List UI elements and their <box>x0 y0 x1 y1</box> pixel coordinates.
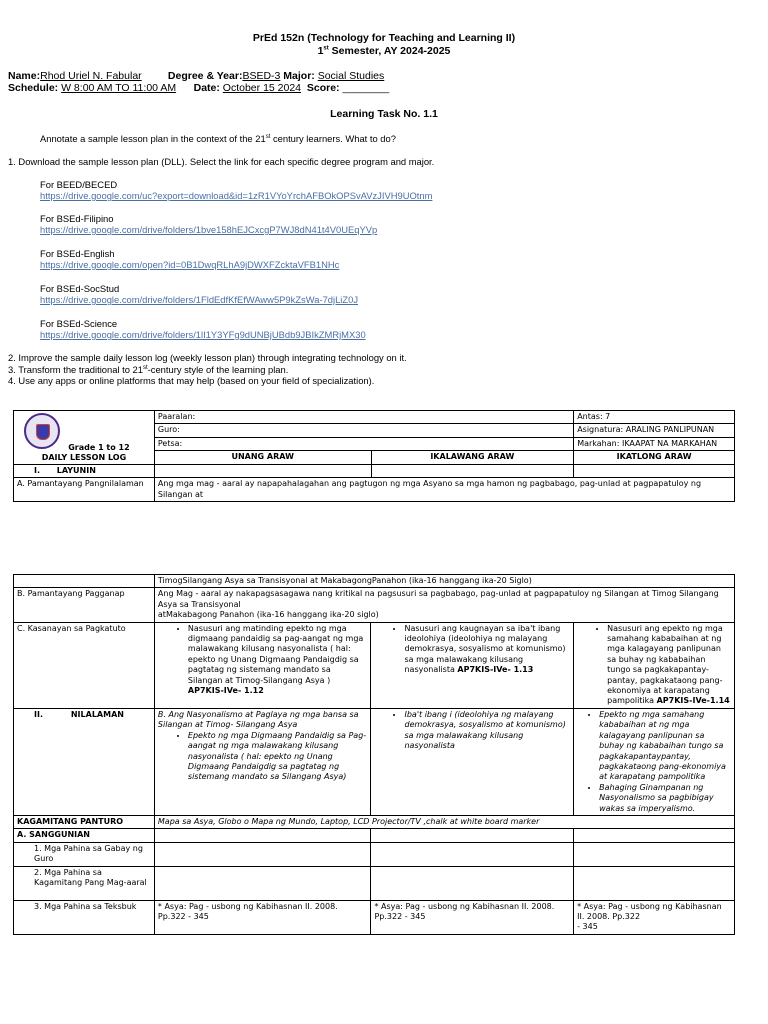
dll-table-body <box>13 574 735 935</box>
kasanayan-day3: • Nasusuri ang epekto ng mga samahang kababaihan at ng mga kalagayang panlipunan sa buhay ng kababaihan tungo sa pagkakapantay-pantay, pagkakataong pang-ekonomiya at karapatang pampolitika AP7KIS-IVe-1.14 <box>574 622 735 708</box>
guro-field: Guro: <box>154 424 573 437</box>
link-socstud[interactable]: https://drive.google.com/drive/folders/1FldEdfKfEfWAww5P9kZsWa-7djLiZ0J <box>40 294 359 305</box>
schedule: W 8:00 AM TO 11:00 AM <box>61 82 177 94</box>
sanggunian-teksbuk: 3. Mga Pahina sa Teksbuk <box>14 900 155 934</box>
teksbuk-day2: * Asya: Pag - usbong ng Kabihasnan II. 2008. Pp.322 - 345 <box>371 900 574 934</box>
link-english[interactable]: https://drive.google.com/open?id=0B1DwqRLhA9jDWXFZcktaVFB1NHc <box>40 259 340 270</box>
antas-field: Antas: 7 <box>574 411 735 424</box>
pangnilalaman-continued: TimogSilangang Asya sa Transisyonal at MakabagongPanahon (ika-16 hanggang ika-20 Siglo) <box>154 575 734 588</box>
link-block-science: For BSEd-Science https://drive.google.com/drive/folders/1lI1Y3YFg9dUNBjUBdb9JBIkZMRjMX30 <box>40 318 366 340</box>
link-filipino[interactable]: https://drive.google.com/drive/folders/1bve158hEJCxcgP7WJ8dN41t4V0UEqYVp <box>40 224 378 235</box>
asignatura-field: Asignatura: ARALING PANLIPUNAN <box>574 424 735 437</box>
semester-line: 1st Semester, AY 2024-2025 <box>317 45 451 57</box>
paaralan-field: Paaralan: <box>154 411 573 424</box>
score: ________ <box>342 82 390 94</box>
student-name: Rhod Uriel N. Fabular <box>40 70 142 82</box>
sanggunian-gabay: 1. Mga Pahina sa Gabay ng Guro <box>14 842 155 866</box>
step-3: 3. Transform the traditional to 21st-century style of the learning plan. <box>8 363 289 375</box>
degree-year: BSED-3 <box>242 70 281 82</box>
dll-table-header <box>13 410 735 502</box>
nilalaman-header: II. NILALAMAN <box>14 708 155 815</box>
deped-seal-logo <box>24 413 60 449</box>
teksbuk-day1: * Asya: Pag - usbong ng Kabihasnan II. 2008. Pp.322 - 345 <box>154 900 371 934</box>
pagganap-text: Ang Mag - aaral ay nakapagsasagawa nang kritikal na pagsusuri sa pagbabago, pag-unlad at pagpapatuloy ng Silangan at Timog Silangang Asya sa Transisyonal atMakabagong Panahon (ika-16 hanggang ika-20 siglo) <box>154 588 734 622</box>
link-block-socstud: For BSEd-SocStud https://drive.google.com/drive/folders/1FldEdfKfEfWAww5P9kZsWa-7djLiZ0J <box>40 283 359 305</box>
step-1: 1. Download the sample lesson plan (DLL). Select the link for each specific degree program and major. <box>8 156 435 167</box>
link-block-beed: For BEED/BECED https://drive.google.com/uc?export=download&id=1zR1VYoYrchAFBOkOPSvAVzJIVH9UOtnm <box>40 179 433 201</box>
pangnilalaman-label: A. Pamantayang Pangnilalaman <box>14 478 155 502</box>
link-beed[interactable]: https://drive.google.com/uc?export=download&id=1zR1VYoYrchAFBOkOPSvAVzJIVH9UOtnm <box>40 190 433 201</box>
student-info-line-2: Schedule: W 8:00 AM TO 11:00 AM Date: October 15 2024 Score: ________ <box>8 82 390 94</box>
link-block-english: For BSEd-English https://drive.google.com/open?id=0B1DwqRLhA9jDWXFZcktaVFB1NHc <box>40 248 340 270</box>
nilalaman-day1: B. Ang Nasyonalismo at Paglaya ng mga bansa sa Silangan at Timog- Silangang Asya • Epekto ng mga Digmaang Pandaidig sa Pag-aangat ng mga malawakang kilusang nasyonalista ( hal: epekto ng Unang Digmaang Pandaigdig sa pagtatag ng sistemang mandato sa Silangang Asya) <box>154 708 371 815</box>
layunin-header: I. LAYUNIN <box>14 464 155 477</box>
petsa-field: Petsa: <box>154 437 573 450</box>
grade-level: Grade 1 to 12 <box>68 443 130 452</box>
step-4: 4. Use any apps or online platforms that may help (based on your field of specialization). <box>8 375 375 387</box>
task-intro: Annotate a sample lesson plan in the context of the 21st century learners. What to do? <box>40 133 396 144</box>
student-info-line-1: Name:Rhod Uriel N. Fabular Degree & Year:BSED-3 Major: Social Studies <box>8 70 385 82</box>
kasanayan-label: C. Kasanayan sa Pagkatuto <box>14 622 155 708</box>
kagamitan-label: KAGAMITANG PANTURO <box>14 815 155 828</box>
day3-header: IKATLONG ARAW <box>574 451 735 464</box>
pagganap-label: B. Pamantayang Pagganap <box>14 588 155 622</box>
day2-header: IKALAWANG ARAW <box>371 451 574 464</box>
nilalaman-day2: • Iba't ibang i (ideolohiya ng malayang demokrasya, sosyalismo at komunismo) sa mga malawakang kilusang nasyonalista <box>371 708 574 815</box>
sanggunian-kagamitan: 2. Mga Pahina sa Kagamitang Pang Mag-aaral <box>14 866 155 900</box>
pangnilalaman-text: Ang mga mag - aaral ay napapahalagahan ang pagtugon ng mga Asyano sa mga hamon ng pagbabago, pag-unlad at pagpapatuloy ng Silangan at <box>154 478 734 502</box>
kagamitan-text: Mapa sa Asya, Globo o Mapa ng Mundo, Laptop, LCD Projector/TV ,chalk at white board marker <box>154 815 734 828</box>
major: Social Studies <box>317 70 385 82</box>
kasanayan-day2: • Nasusuri ang kaugnayan sa iba't ibang ideolohiya (ideolohiya ng malayang demokrasya, sosyalismo at komunismo) sa mga malawakang kilusang nasyonalista AP7KIS-IVe- 1.13 <box>371 622 574 708</box>
dll-logo-cell <box>14 411 155 465</box>
sanggunian-label: A. SANGGUNIAN <box>14 829 155 842</box>
step-2: 2. Improve the sample daily lesson log (weekly lesson plan) through integrating technology on it. <box>8 352 407 363</box>
kasanayan-day1: • Nasusuri ang matinding epekto ng mga digmaang pandaidig sa pag-aangat ng mga malawakang kilusang nasyonalista ( hal: epekto ng Unang Digmaang Pandaigdig sa pagtatag ng sistemang mandato sa Silangan at Timog-Silangang Asya ) AP7KIS-IVe- 1.12 <box>154 622 371 708</box>
link-science[interactable]: https://drive.google.com/drive/folders/1lI1Y3YFg9dUNBjUBdb9JBIkZMRjMX30 <box>40 329 366 340</box>
day1-header: UNANG ARAW <box>154 451 371 464</box>
steps-list <box>8 352 407 387</box>
task-title: Learning Task No. 1.1 <box>330 108 438 120</box>
date: October 15 2024 <box>222 82 302 94</box>
course-title: PrEd 152n (Technology for Teaching and Learning II) <box>252 32 516 44</box>
nilalaman-day3: • Epekto ng mga samahang kababaihan at ng mga kalagayang panlipunan sa buhay ng kababaihan tungo sa pagkakapantaypantay, pagkakataong pang-ekonomiya at karapatang pampolitika • Bahaging Ginampanan ng Nasyonalismo sa pagbibigay wakas sa imperyalismo. <box>574 708 735 815</box>
teksbuk-day3: * Asya: Pag - usbong ng Kabihasnan II. 2008. Pp.322 - 345 <box>574 900 735 934</box>
markahan-field: Markahan: IKAAPAT NA MARKAHAN <box>574 437 735 450</box>
link-block-filipino: For BSEd-Filipino https://drive.google.com/drive/folders/1bve158hEJCxcgP7WJ8dN41t4V0UEqYVp <box>40 213 378 235</box>
dll-title: DAILY LESSON LOG <box>41 453 127 463</box>
